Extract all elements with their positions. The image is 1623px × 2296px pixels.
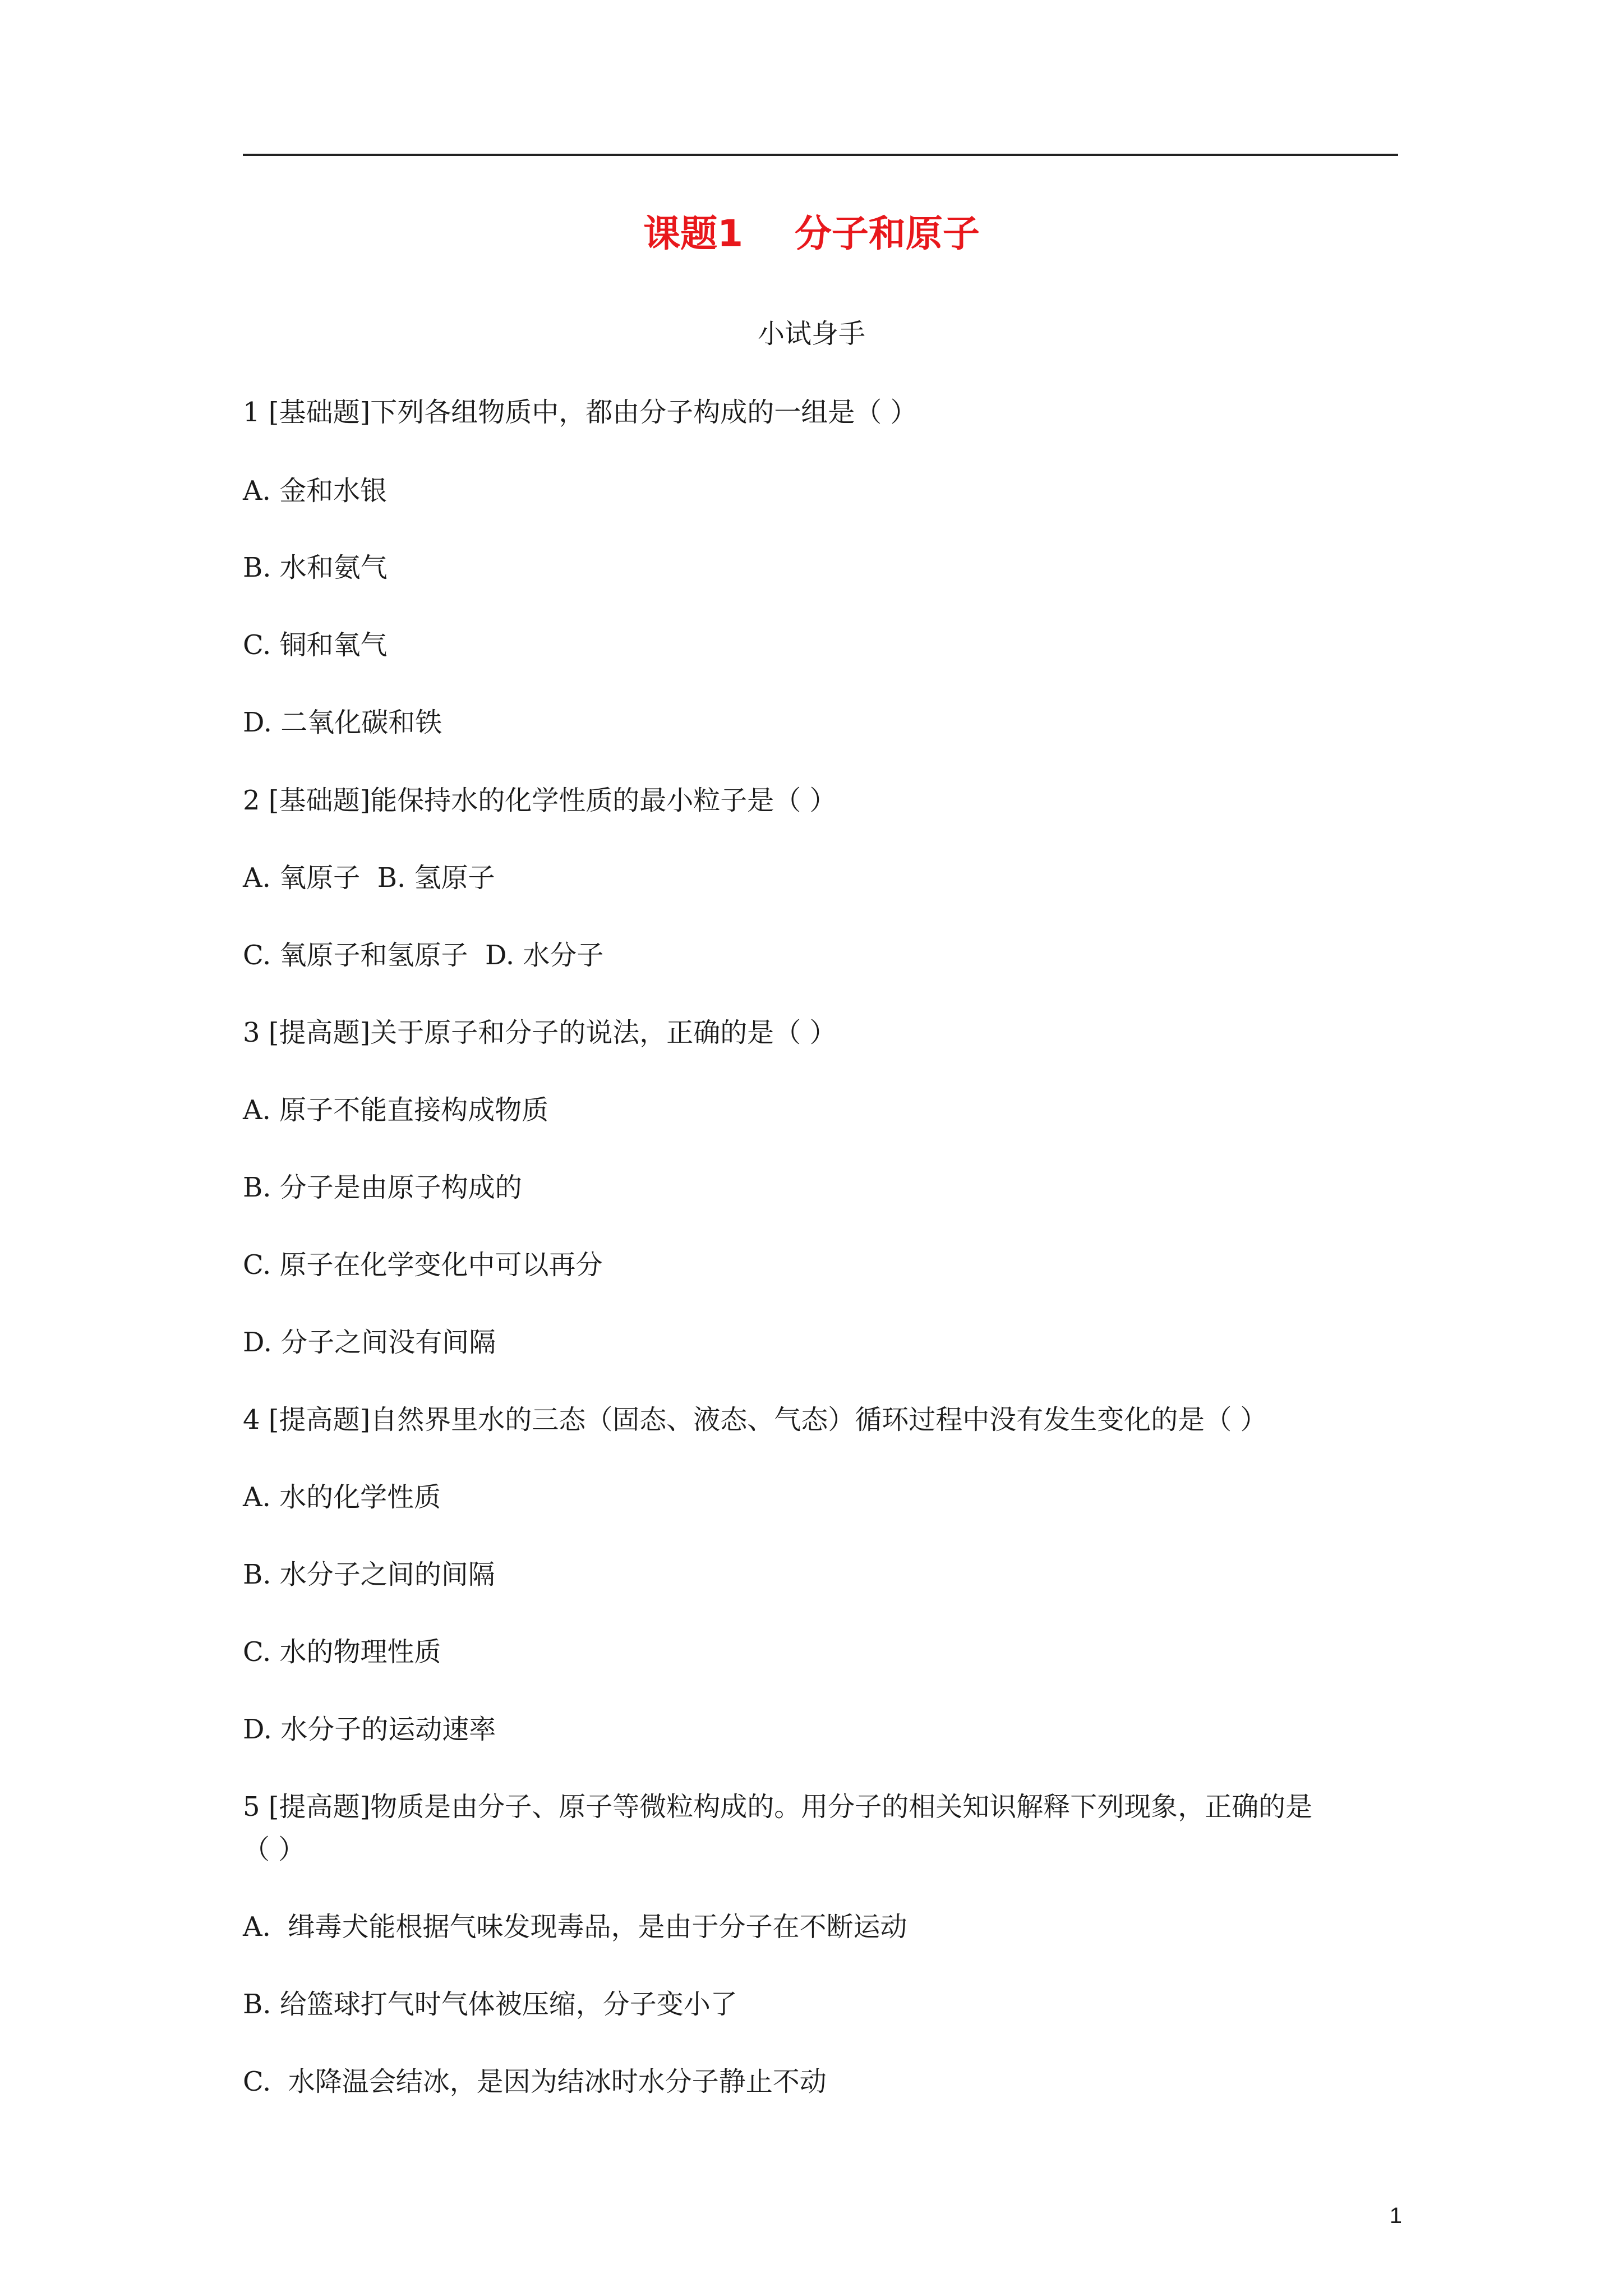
question-2-options-ab: A. 氧原子 B. 氢原子: [243, 862, 495, 894]
header-rule: [243, 154, 1398, 156]
question-5-option-a: A. 缉毒犬能根据气味发现毒品，是由于分子在不断运动: [243, 1911, 907, 1943]
question-1-stem: 1 [基础题]下列各组物质中，都由分子构成的一组是（ ）: [243, 397, 917, 428]
question-4-option-b: B. 水分子之间的间隔: [243, 1559, 495, 1590]
question-4-option-c: C. 水的物理性质: [243, 1636, 441, 1668]
question-5-stem-line-1: 5 [提高题]物质是由分子、原子等微粒构成的。用分子的相关知识解释下列现象，正确的是: [243, 1791, 1313, 1823]
question-3-option-c: C. 原子在化学变化中可以再分: [243, 1249, 603, 1281]
question-4-option-a: A. 水的化学性质: [243, 1481, 441, 1513]
question-1-option-b: B. 水和氨气: [243, 552, 388, 583]
question-1-option-d: D. 二氧化碳和铁: [243, 707, 442, 738]
section-subtitle: 小试身手: [757, 318, 865, 349]
question-3-option-b: B. 分子是由原子构成的: [243, 1172, 522, 1203]
question-3-option-a: A. 原子不能直接构成物质: [243, 1094, 549, 1126]
question-5-option-c: C. 水降温会结冰，是因为结冰时水分子静止不动: [243, 2066, 827, 2097]
question-3-stem: 3 [提高题]关于原子和分子的说法，正确的是（ ）: [243, 1017, 837, 1048]
question-1-option-a: A. 金和水银: [243, 475, 388, 507]
question-4-option-d: D. 水分子的运动速率: [243, 1714, 496, 1745]
question-3-option-d: D. 分子之间没有间隔: [243, 1327, 496, 1358]
question-2-stem: 2 [基础题]能保持水的化学性质的最小粒子是（ ）: [243, 785, 837, 816]
question-4-stem: 4 [提高题]自然界里水的三态（固态、液态、气态）循环过程中没有发生变化的是（ ）: [243, 1404, 1267, 1435]
page-number: 1: [1389, 2203, 1402, 2228]
lesson-title: 课题1 分子和原子: [643, 212, 980, 255]
question-5-stem-line-2: （ ）: [243, 1834, 306, 1865]
question-2-options-cd: C. 氧原子和氢原子 D. 水分子: [243, 940, 604, 971]
question-1-option-c: C. 铜和氧气: [243, 629, 388, 661]
question-5-option-b: B. 给篮球打气时气体被压缩，分子变小了: [243, 1989, 737, 2020]
